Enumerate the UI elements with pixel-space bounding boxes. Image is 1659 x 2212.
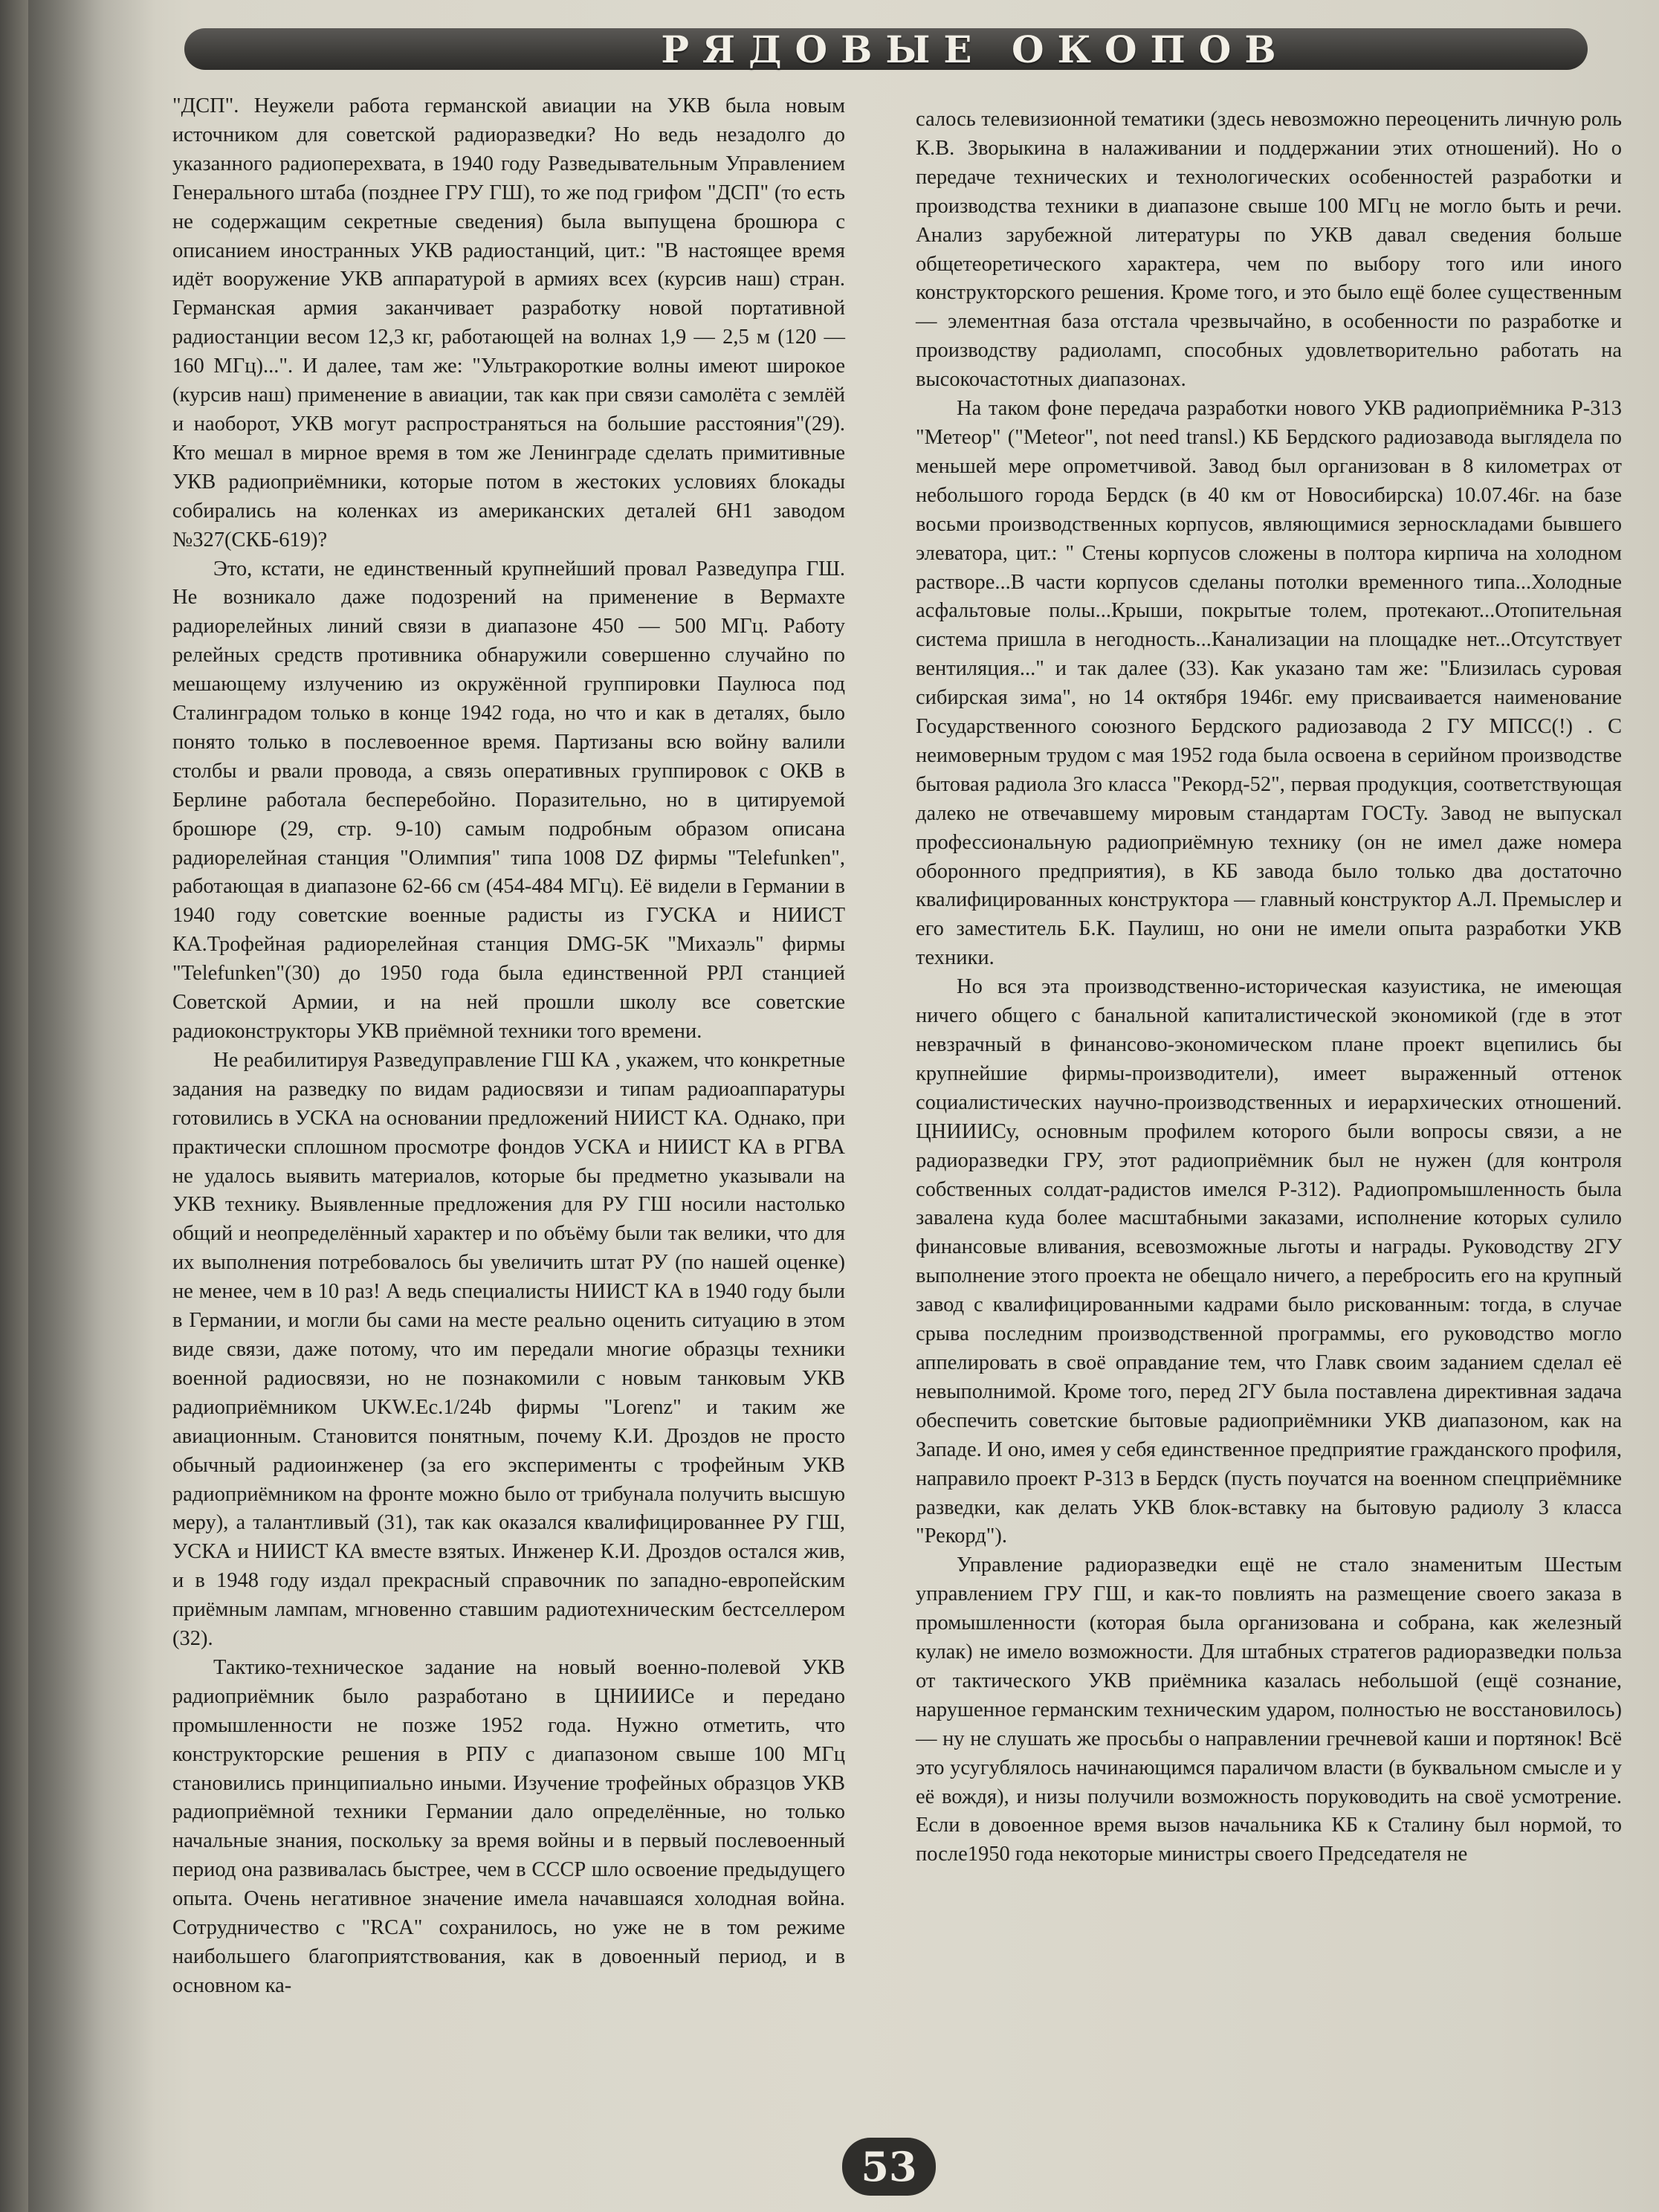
section-header-bar: [184, 28, 1588, 70]
paragraph: Это, кстати, не единственный крупнейший провал Разведупра ГШ. Не возникало даже подозрений на применение в Вермахте радиорелейных линий связи в диапазоне 450 — 500 МГц. Работу релейных средств противника обнаружили совершенно случайно по мешающему излучению из окружённой группировки Паулюса под Сталинградом только в конце 1942 года, но что и как в деталях, было понято только в послевоенное время. Партизаны всю войну валили столбы и рвали провода, а связь оперативных группировок с ОКВ в Берлине работала бесперебойно. Поразительно, но в цитируемой брошюре (29, стр. 9-10) самым подробным образом описана радиорелейная станция "Олимпия" типа 1008 DZ фирмы "Telefunken", работающая в диапазоне 62-66 см (454-484 МГц). Её видели в Германии в 1940 году советские военные радисты из ГУСКА и НИИСТ КА.Трофейная радиорелейная станция DMG-5K "Михаэль" фирмы "Telefunken"(30) до 1950 года была единственной РРЛ станцией Советской Армии, и на ней прошли школу все советские радиоконструкторы УКВ приёмной техники того времени.: [172, 557, 845, 1043]
page-number-badge: [842, 2138, 936, 2196]
paragraph: салось телевизионной тематики (здесь невозможно переоценить личную роль К.В. Зворыкина в налаживании и поддержании этих отношений). Но о передаче технических и технологических особенностей разработки и производства техники в диапазоне свыше 100 МГц не могло быть и речи. Анализ зарубежной литературы по УКВ давал сведения больше общетеоретического характера, чем по выбору того или иного конструкторского решения. Кроме того, и это было ещё более существенным — элементная база отстала чрезвычайно, в особенности по разработке и производству радиоламп, способных удовлетворительно работать на высокочастотных диапазонах.: [916, 108, 1622, 392]
book-page: [28, 0, 1659, 2212]
book-spine: [0, 0, 28, 2212]
paragraph: Но вся эта производственно-историческая казуистика, не имеющая ничего общего с банальной капиталистической экономикой (где в этот невзрачный в финансово-экономическом плане проект вцепились бы крупнейшие фирмы-производители), имеет выраженный оттенок социалистических научно-производственных и иерархических отношений. ЦНИИИСу, основным профилем которого были вопросы связи, а не радиоразведки ГРУ, этот радиоприёмник был не нужен (для контроля собственных солдат-радистов имелся Р-312). Радиопромышленность была завалена куда более масштабными заказами, исполнение которых сулило финансовые вливания, всевозможные льготы и награды. Руководству 2ГУ выполнение этого проекта не обещало ничего, а перебросить его на крупный завод с квалифицированными кадрами было рискованным: тогда, в случае срыва последним производственной программы, его руководство могло аппелировать в своё оправдание тем, что Главк своим заданием сделал её невыполнимой. Кроме того, перед 2ГУ была поставлена директивная задача обеспечить советские бытовые радиоприёмники УКВ диапазоном, как на Западе. И оно, имея у себя единственное предприятие гражданского профиля, направило проект Р-313 в Бердск (пусть поучатся на военном спецприёмнике разведки, как делать УКВ блок-вставку на бытовую радиолу 3 класса "Рекорд").: [916, 975, 1622, 1548]
paragraph: "ДСП". Неужели работа германской авиации на УКВ была новым источником для советской радиоразведки? Но ведь незадолго до указанного радиоперехвата, в 1940 году Разведывательным Управлением Генерального штаба (позднее ГРУ ГШ), то же под грифом "ДСП" (то есть не содержащим секретные сведения) была выпущена брошюра с описанием иностранных УКВ радиостанций, цит.: "В настоящее время идёт вооружение УКВ аппаратурой в армиях всех (курсив наш) стран. Германская армия заканчивает разработку новой портативной радиостанции весом 12,3 кг, работающей на волнах 1,9 — 2,5 м (120 — 160 МГц)...". И далее, там же: "Ультракороткие волны имеют широкое (курсив наш) применение в авиации, так как при связи самолёта с землёй и наоборот, УКВ могут распространяться на большие расстояния"(29). Кто мешал в мирное время в том же Ленинграде сделать примитивные УКВ радиоприёмники, которые потом в жестоких условиях блокады собирались на коленках из американских деталей 6Н1 заводом №327(СКБ-619)?: [172, 94, 845, 552]
paragraph: Тактико-техническое задание на новый военно-полевой УКВ радиоприёмник было разработано в ЦНИИИСе и передано промышленности не позже 1952 года. Нужно отметить, что конструкторские решения в РПУ с диапазоном свыше 100 МГц становились принципиально иными. Изучение трофейных образцов УКВ радиоприёмной техники Германии дало определённые, но только начальные знания, поскольку за время войны и в первый послевоенный период она развивалась быстрее, чем в СССР шло освоение предыдущего опыта. Очень негативное значение имела начавшаяся холодная война. Сотрудничество с "RCA" сохранилось, но уже не в том режиме наибольшего благоприятствования, как в довоенный период, и в основном ка-: [172, 1655, 845, 1997]
page-number: 53: [861, 2143, 917, 2190]
section-title: РЯДОВЫЕ ОКОПОВ: [661, 27, 1290, 71]
page-shadow: [28, 0, 155, 2212]
right-column: [916, 106, 1622, 1869]
left-column: [172, 92, 845, 2001]
paragraph: Управление радиоразведки ещё не стало знаменитым Шестым управлением ГРУ ГШ, и как-то повлиять на размещение своего заказа в промышленности (которая была организована и собрана, как железный кулак) не имело возможности. Для штабных стратегов радиоразведки польза от тактического УКВ приёмника казалась небольшой (ещё сознание, нарушенное германским техническим ударом, полностью не восстановилось) — ну не слушать же просьбы о направлении гречневой каши и портянок! Всё это усугублялось начинающимся параличом власти (в буквальном смысле и у её вождя), и низы получили возможность поруководить на своё усмотрение. Если в довоенное время вызов начальника КБ к Сталину был нормой, то после1950 года некоторые министры своего Председателя не: [916, 1553, 1622, 1866]
paragraph: Не реабилитируя Разведуправление ГШ КА , укажем, что конкретные задания на разведку по видам радиосвязи и типам радиоаппаратуры готовились в УСКА на основании предложений НИИСТ КА. Однако, при практически сплошном просмотре фондов УСКА и НИИСТ КА в РГВА не удалось выявить материалов, которые бы предметно указывали на УКВ технику. Выявленные предложения для РУ ГШ носили настолько общий и неопределённый характер и по объёму были так велики, что для их выполнения потребовалось бы увеличить штат РУ (по нашей оценке) не менее, чем в 10 раз! А ведь специалисты НИИСТ КА в 1940 году были в Германии, и могли бы сами на месте реально оценить ситуацию в этом виде связи, даже потому, что им передали многие образцы техники военной радиосвязи, но не познакомили с новым танковым УКВ радиоприёмником UKW.Ec.1/24b фирмы "Lorenz" и таким же авиационным. Становится понятным, почему К.И. Дроздов не просто обычный радиоинженер (за его эксперименты с трофейным УКВ радиоприёмником на фронте можно было от трибунала получить высшую меру), а талантливый (31), так как оказался квалифицированнее РУ ГШ, УСКА и НИИСТ КА вместе взятых. Инженер К.И. Дроздов остался жив, и в 1948 году издал прекрасный справочник по западно-европейским приёмным лампам, мгновенно ставшим радиотехническим бестселлером (32).: [172, 1048, 845, 1651]
paragraph: На таком фоне передача разработки нового УКВ радиоприёмника Р-313 "Метеор" ("Meteor", not need transl.) КБ Бердского радиозавода выглядела по меньшей мере опрометчивой. Завод был организован в 8 километрах от небольшого города Бердск (в 40 км от Новосибирска) 10.07.46г. на базе восьми производственных корпусов, являющимися зерноскладами бывшего элеватора, цит.: " Стены корпусов сложены в полтора кирпича на холодном растворе...В части корпусов сделаны потолки временного типа...Холодные асфальтовые полы...Крыши, покрытые толем, протекают...Отопительная система пришла в негодность...Канализации на площадке нет...Отсутствует вентиляция..." и так далее (33). Как указано там же: "Близилась суровая сибирская зима", но 14 октября 1946г. ему присваивается наименование Государственного союзного Бердского радиозавода 2 ГУ МПСС(!) . С неимоверным трудом с мая 1952 года была освоена в серийном производстве бытовая радиола 3го класса "Рекорд-52", первая продукция, соответствующая далеко не отвечавшему мировым стандартам ГОСТу. Завод не выпускал профессиональную радиоприёмную технику (он не имел даже номера оборонного предприятия), в КБ завода было только два достаточно квалифицированных конструктора — главный конструктор А.Л. Премыслер и его заместитель Б.К. Паулиш, но они не имели опыта разработки УКВ техники.: [916, 397, 1622, 970]
